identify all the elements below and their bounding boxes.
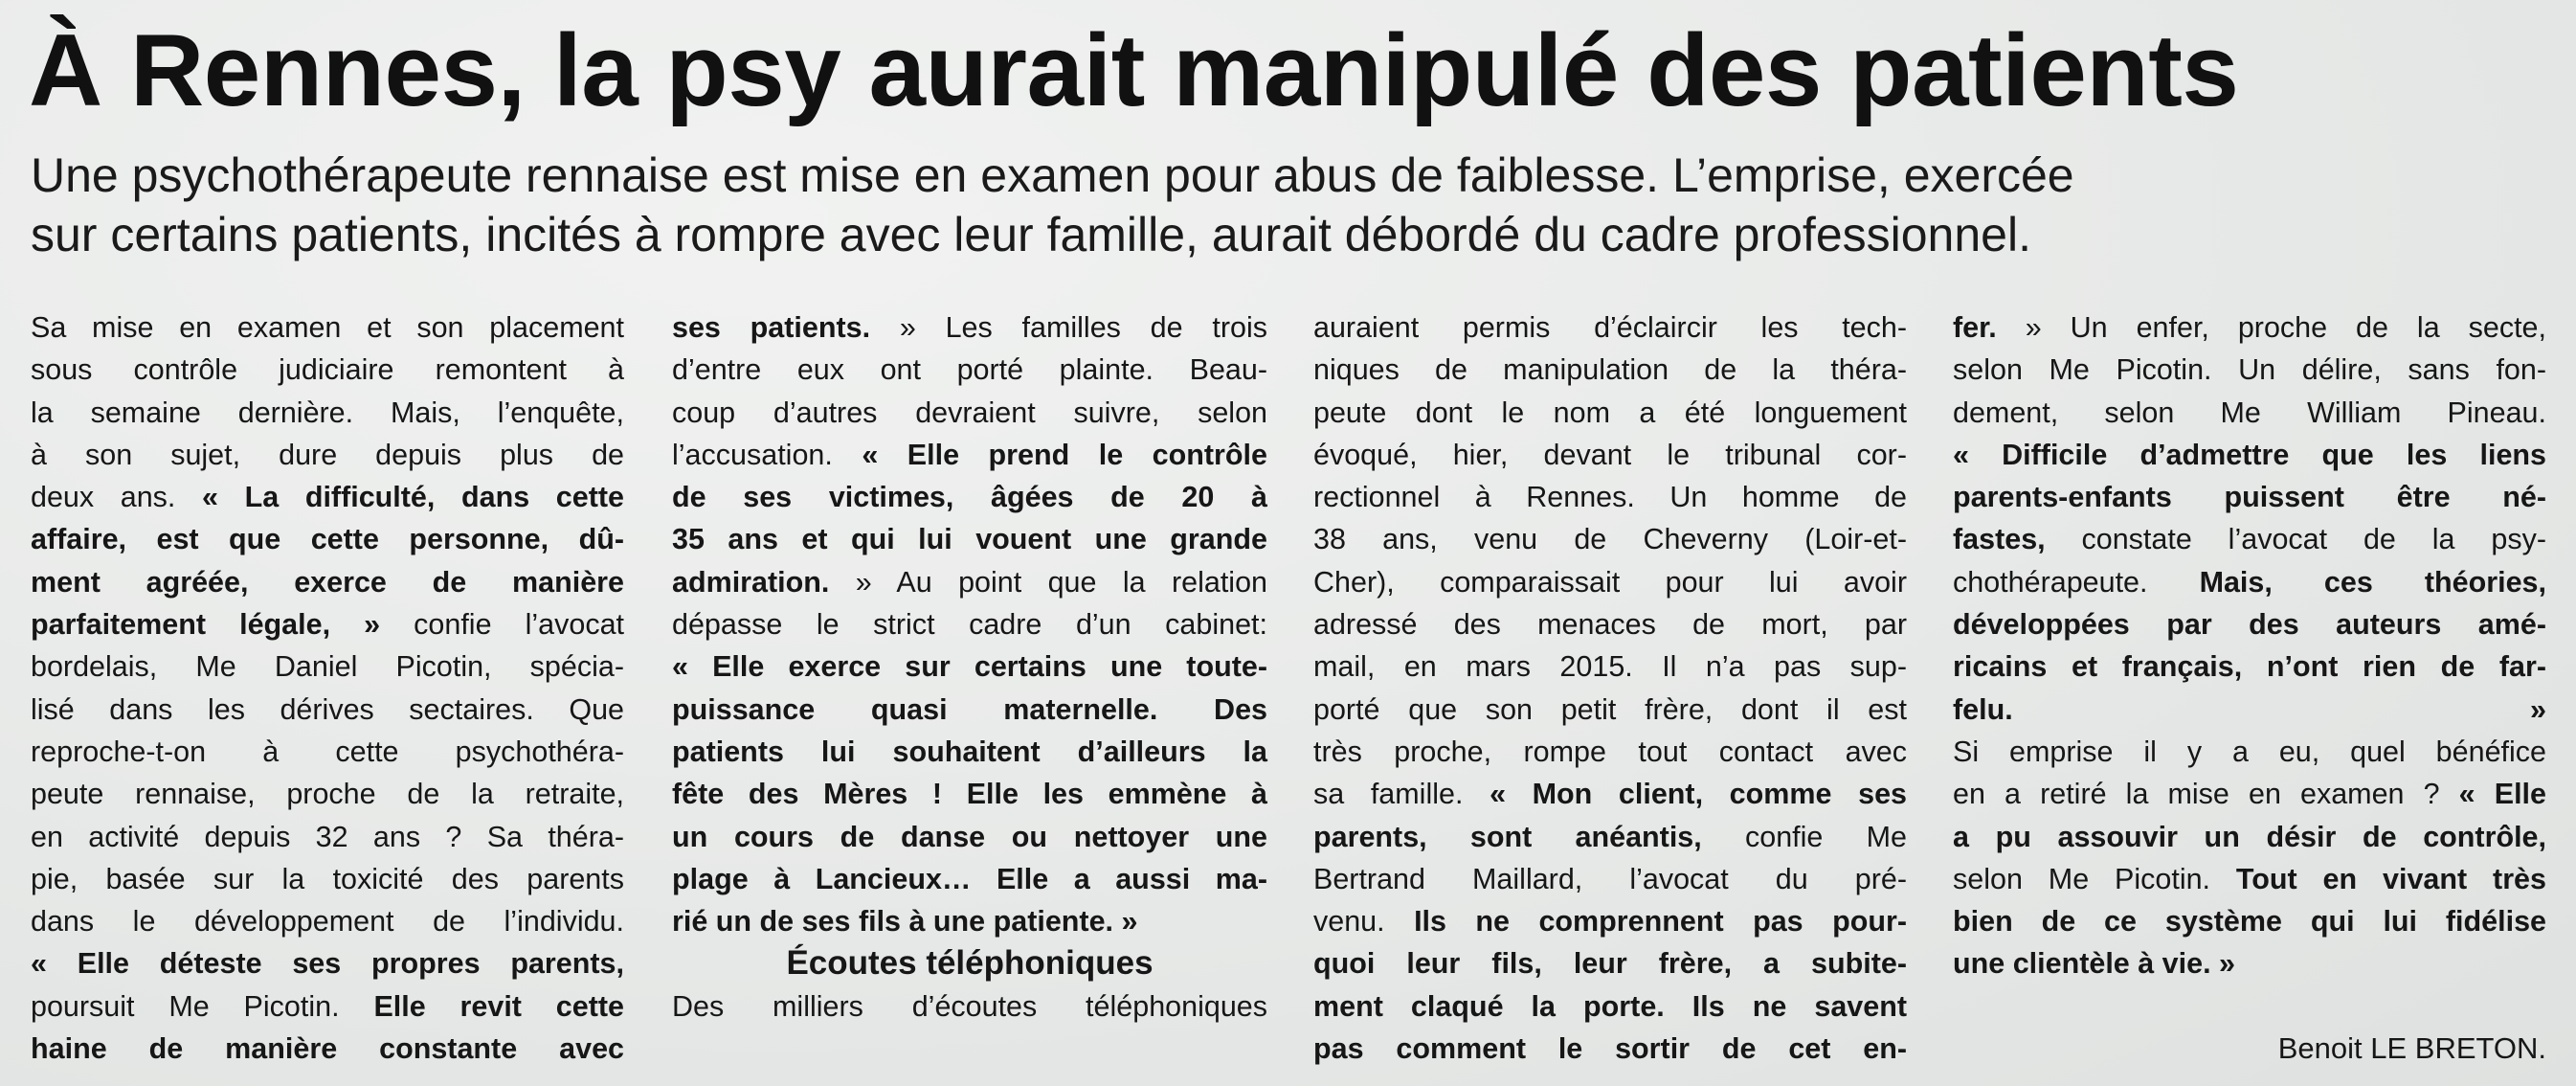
text-line: [1313, 1028, 1907, 1070]
author-byline: Benoit LE BRETON.: [2277, 1031, 2546, 1066]
article-headline: À Rennes, la psy aurait manipulé des patients: [29, 12, 2239, 127]
bold-quote-run: « Elle prend le contrôle: [862, 438, 1267, 471]
text-column-1: [31, 306, 624, 1070]
text-run: confie l’avocat: [380, 608, 624, 642]
bold-quote-run: « La difficulté, dans cette: [202, 481, 624, 514]
text-run: dépasse le strict cadre d’un cabinet:: [672, 608, 1267, 642]
text-line: [1313, 561, 1907, 603]
text-line: [672, 816, 1267, 858]
bold-quote-run: Elle revit cette: [373, 989, 625, 1023]
bold-quote-run: « Elle: [2458, 778, 2546, 811]
text-line: [1313, 434, 1907, 476]
bold-quote-run: quoi leur fils, leur frère, a subite-: [1313, 947, 1907, 981]
text-run: la semaine dernière. Mais, l’enquête,: [31, 396, 624, 429]
text-line: [1313, 731, 1907, 773]
bold-quote-run: affaire, est que cette personne, dû-: [31, 523, 624, 556]
text-run: confie Me: [1701, 820, 1907, 853]
text-line: [672, 434, 1267, 476]
bold-quote-run: rié un de ses fils à une patiente. »: [672, 905, 1138, 939]
text-run: Des milliers d’écoutes téléphoniques: [672, 989, 1267, 1023]
text-run: très proche, rompe tout contact avec: [1313, 735, 1907, 768]
text-run: porté que son petit frère, dont il est: [1313, 692, 1907, 726]
text-line: [31, 306, 624, 349]
text-run: selon Me Picotin.: [1953, 862, 2236, 895]
text-run: d’entre eux ont porté plainte. Beau-: [672, 353, 1267, 387]
bold-quote-run: felu. »: [1953, 692, 2546, 726]
text-line: [1313, 858, 1907, 900]
text-run: Bertrand Maillard, l’avocat du pré-: [1313, 862, 1907, 895]
bold-quote-run: a pu assouvir un désir de contrôle,: [1953, 820, 2546, 853]
text-line: [1313, 306, 1907, 349]
text-line: [672, 645, 1267, 688]
text-line: [672, 349, 1267, 391]
bold-quote-run: haine de manière constante avec: [31, 1032, 624, 1066]
text-line: [1313, 603, 1907, 645]
bold-quote-run: pas comment le sortir de cet en-: [1313, 1032, 1907, 1066]
text-line: [1953, 476, 2546, 518]
text-line: [1313, 645, 1907, 688]
text-line: [672, 858, 1267, 900]
text-run: » Les familles de trois: [870, 311, 1267, 344]
text-run: constate l’avocat de la psy-: [2045, 523, 2546, 556]
text-run: à son sujet, dure depuis plus de: [31, 438, 624, 471]
text-run: deux ans.: [31, 481, 203, 514]
bold-quote-run: ses patients.: [672, 311, 871, 344]
column-2-continued: [672, 985, 1267, 1028]
bold-quote-run: Tout en vivant très: [2235, 862, 2546, 895]
bold-quote-run: une clientèle à vie. »: [1953, 947, 2235, 981]
text-line: [31, 900, 624, 942]
text-line: [1313, 518, 1907, 560]
text-run: mail, en mars 2015. Il n’a pas sup-: [1313, 650, 1907, 684]
text-run: adressé des menaces de mort, par: [1313, 608, 1907, 642]
text-line: [1953, 773, 2546, 815]
text-line: [672, 773, 1267, 815]
text-line: [672, 731, 1267, 773]
bold-quote-run: ment agréée, exerce de manière: [31, 565, 624, 599]
text-line: [31, 816, 624, 858]
text-run: auraient permis d’éclaircir les tech-: [1313, 311, 1907, 344]
bold-quote-run: fastes,: [1953, 523, 2046, 556]
text-run: coup d’autres devraient suivre, selon: [672, 396, 1267, 429]
text-line: [1313, 900, 1907, 942]
text-line: [1313, 985, 1907, 1028]
text-run: évoqué, hier, devant le tribunal cor-: [1313, 438, 1907, 471]
text-line: [31, 858, 624, 900]
standfirst-line: sur certains patients, incités à rompre avec leur famille, aurait débordé du cadre professionnel.: [31, 208, 2031, 261]
text-line: [1313, 816, 1907, 858]
text-line: [1953, 392, 2546, 434]
bold-quote-run: ment claqué la porte. Ils ne savent: [1313, 989, 1907, 1023]
text-line: [672, 392, 1267, 434]
text-run: pie, basée sur la toxicité des parents: [31, 862, 624, 895]
text-line: [1953, 731, 2546, 773]
text-line: [672, 518, 1267, 560]
section-subheading: Écoutes téléphoniques: [786, 944, 1154, 983]
text-run: rectionnel à Rennes. Un homme de: [1313, 481, 1907, 514]
text-line: [1313, 773, 1907, 815]
text-line: [31, 603, 624, 645]
text-line: [1953, 603, 2546, 645]
text-line: [672, 561, 1267, 603]
text-line: [1953, 900, 2546, 942]
text-run: 38 ans, venu de Cheverny (Loir-et-: [1313, 523, 1907, 556]
text-run: dans le développement de l’individu.: [31, 905, 624, 939]
text-line: [31, 1028, 624, 1070]
text-line: [672, 985, 1267, 1028]
column-4-body: [1953, 306, 2546, 985]
bold-quote-run: fer.: [1953, 311, 1997, 344]
text-line: [1313, 476, 1907, 518]
text-run: » Au point que la relation: [829, 565, 1267, 599]
text-run: peute rennaise, proche de la retraite,: [31, 778, 624, 811]
text-line: [1313, 689, 1907, 731]
text-run: bordelais, Me Daniel Picotin, spécia-: [31, 650, 624, 684]
bold-quote-run: fête des Mères ! Elle les emmène à: [672, 778, 1267, 811]
text-column-3: [1313, 306, 1907, 1070]
text-run: niques de manipulation de la théra-: [1313, 353, 1907, 387]
text-run: » Un enfer, proche de la secte,: [1996, 311, 2546, 344]
text-line: [672, 306, 1267, 349]
text-run: dement, selon Me William Pineau.: [1953, 396, 2546, 429]
bold-quote-run: patients lui souhaitent d’ailleurs la: [672, 735, 1267, 768]
text-run: sous contrôle judiciaire remontent à: [31, 353, 624, 387]
text-run: chothérapeute.: [1953, 565, 2200, 599]
text-run: en activité depuis 32 ans ? Sa théra-: [31, 820, 624, 853]
bold-quote-run: un cours de danse ou nettoyer une: [672, 820, 1267, 853]
text-run: en a retiré la mise en examen ?: [1953, 778, 2459, 811]
text-line: [1313, 942, 1907, 984]
bold-quote-run: 35 ans et qui lui vouent une grande: [672, 523, 1267, 556]
text-column-4: [1953, 306, 2546, 1070]
text-run: lisé dans les dérives sectaires. Que: [31, 692, 624, 726]
text-line: [672, 476, 1267, 518]
text-line: [31, 645, 624, 688]
text-run: reproche-t-on à cette psychothéra-: [31, 735, 624, 768]
text-line: [31, 392, 624, 434]
text-line: [1313, 349, 1907, 391]
text-line: [672, 900, 1267, 942]
text-line: [1953, 858, 2546, 900]
text-line: [31, 773, 624, 815]
text-line: [31, 985, 624, 1028]
text-line: [1953, 518, 2546, 560]
text-line: [1953, 816, 2546, 858]
text-line: [31, 942, 624, 984]
bold-quote-run: plage à Lancieux… Elle a aussi ma-: [672, 862, 1267, 895]
bold-quote-run: développées par des auteurs amé-: [1953, 608, 2546, 642]
text-run: Si emprise il y a eu, quel bénéfice: [1953, 735, 2546, 768]
text-line: [31, 434, 624, 476]
bold-quote-run: Ils ne comprennent pas pour-: [1414, 905, 1907, 939]
bold-quote-run: « Difficile d’admettre que les liens: [1953, 438, 2546, 471]
text-line: [31, 689, 624, 731]
text-line: [31, 476, 624, 518]
bold-quote-run: « Mon client, comme ses: [1490, 778, 1907, 811]
text-column-2: [672, 306, 1267, 1028]
bold-quote-run: Mais, ces théories,: [2199, 565, 2546, 599]
bold-quote-run: admiration.: [672, 565, 830, 599]
bold-quote-run: « Elle exerce sur certains une toute-: [672, 650, 1267, 684]
text-run: sa famille.: [1313, 778, 1490, 811]
text-line: [31, 349, 624, 391]
bold-quote-run: bien de ce système qui lui fidélise: [1953, 905, 2546, 939]
bold-quote-run: « Elle déteste ses propres parents,: [31, 947, 624, 981]
text-line: [1953, 942, 2546, 984]
text-line: [1953, 689, 2546, 731]
bold-quote-run: parfaitement légale, »: [31, 608, 381, 642]
text-run: venu.: [1313, 905, 1415, 939]
text-run: poursuit Me Picotin.: [31, 989, 374, 1023]
text-run: Cher), comparaissait pour lui avoir: [1313, 565, 1907, 599]
text-line: [31, 561, 624, 603]
bold-quote-run: puissance quasi maternelle. Des: [672, 692, 1267, 726]
text-line: [1953, 434, 2546, 476]
text-line: [31, 518, 624, 560]
text-line: [1953, 645, 2546, 688]
text-line: [672, 603, 1267, 645]
text-run: l’accusation.: [672, 438, 862, 471]
article-standfirst: [31, 146, 2309, 264]
text-run: Sa mise en examen et son placement: [31, 311, 624, 344]
text-line: [31, 731, 624, 773]
bold-quote-run: de ses victimes, âgées de 20 à: [672, 481, 1267, 514]
bold-quote-run: ricains et français, n’ont rien de far-: [1953, 650, 2546, 684]
bold-quote-run: parents, sont anéantis,: [1313, 820, 1702, 853]
text-line: [1953, 306, 2546, 349]
text-run: selon Me Picotin. Un délire, sans fon-: [1953, 353, 2546, 387]
text-line: [1313, 392, 1907, 434]
text-line: [1953, 561, 2546, 603]
text-run: peute dont le nom a été longuement: [1313, 396, 1907, 429]
column-2-body: [672, 306, 1267, 942]
bold-quote-run: parents-enfants puissent être né-: [1953, 481, 2546, 514]
text-line: [1953, 349, 2546, 391]
standfirst-line: Une psychothérapeute rennaise est mise en examen pour abus de faiblesse. L’emprise, exercée: [31, 148, 2074, 202]
text-line: [672, 689, 1267, 731]
